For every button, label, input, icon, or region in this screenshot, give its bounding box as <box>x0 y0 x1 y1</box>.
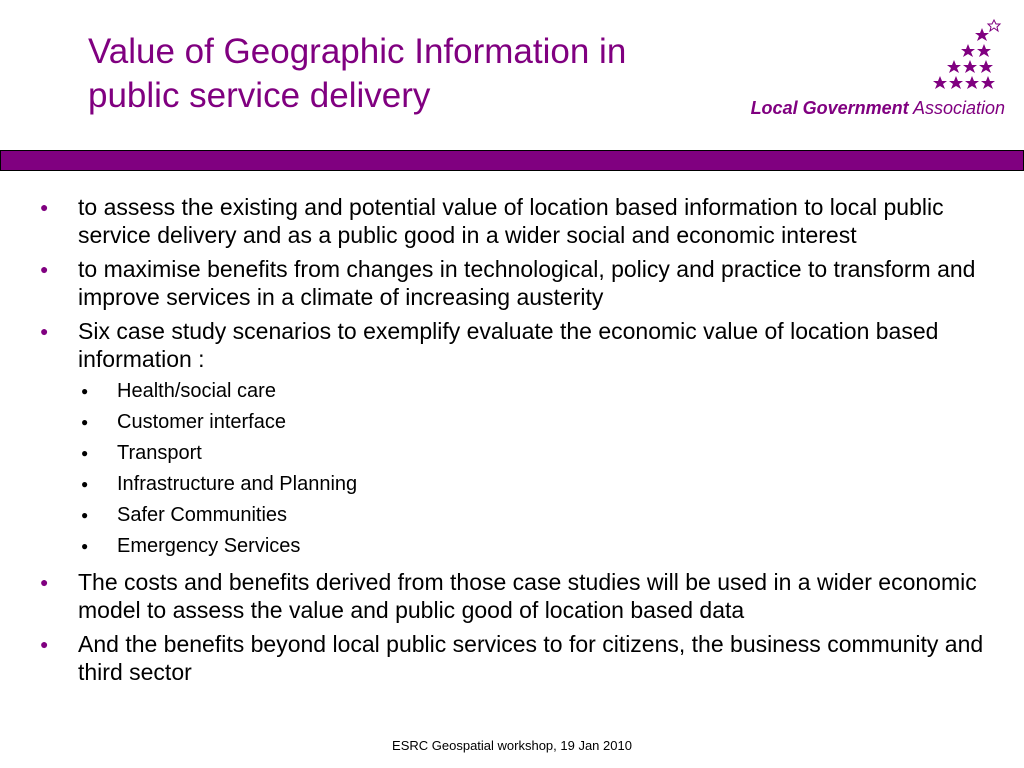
bullet-item: ● to assess the existing and potential value of location based information to local public service delivery and as a public good in a wider social and economic interest <box>78 193 998 249</box>
slide-footer: ESRC Geospatial workshop, 19 Jan 2010 <box>392 738 632 753</box>
bullet-item: ● And the benefits beyond local public services to for citizens, the business community and third sector <box>78 630 998 686</box>
title-line-1: Value of Geographic Information in <box>88 32 627 71</box>
sub-bullet-item: ● Infrastructure and Planning <box>117 472 1024 496</box>
lga-name-light: Association <box>908 98 1005 118</box>
lga-logo <box>745 14 1015 124</box>
bullet-item: ● Six case study scenarios to exemplify evaluate the economic value of location based information : <box>78 317 998 373</box>
lga-name-bold: Local Government <box>750 98 909 118</box>
title-line-2: public service delivery <box>88 76 431 115</box>
lga-wordmark <box>751 98 1005 119</box>
bullet-item: ● The costs and benefits derived from those case studies will be used in a wider economic model to assess the value and public good of location based data <box>78 568 998 624</box>
sub-bullet-item: ● Safer Communities <box>117 503 1024 527</box>
title-divider-bar <box>0 150 1024 171</box>
slide-body <box>0 193 1024 692</box>
stars-emblem-icon <box>930 14 1010 94</box>
bullet-item: ● to maximise benefits from changes in technological, policy and practice to transform and improve services in a climate of increasing austerity <box>78 255 998 311</box>
sub-bullet-item: ● Emergency Services <box>117 534 1024 558</box>
slide-title <box>88 30 748 118</box>
sub-bullet-item: ● Health/social care <box>117 379 1024 403</box>
sub-bullet-item: ● Transport <box>117 441 1024 465</box>
case-study-list <box>0 379 1024 558</box>
sub-bullet-item: ● Customer interface <box>117 410 1024 434</box>
